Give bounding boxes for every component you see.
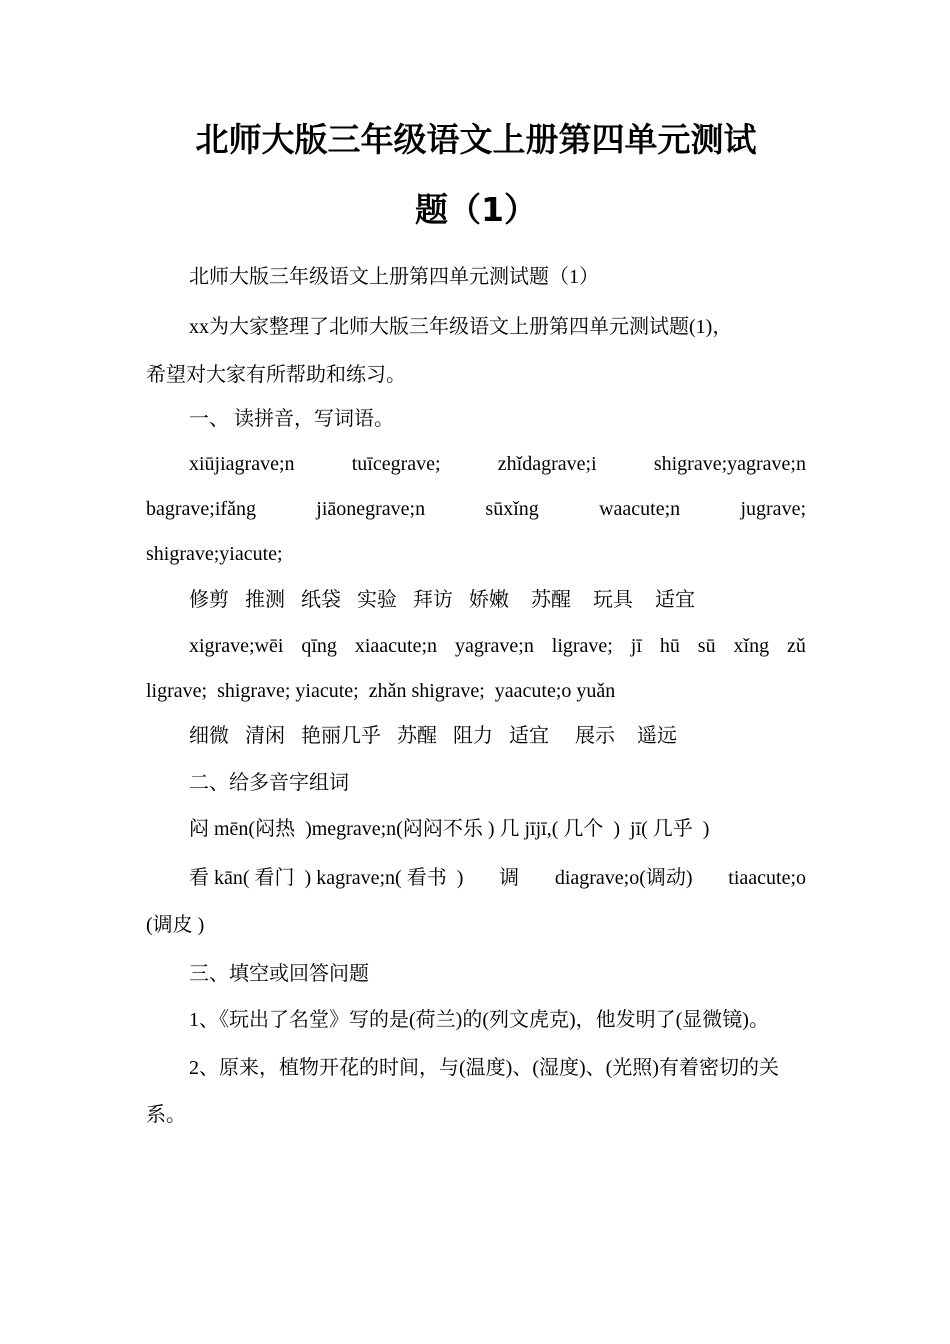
word-item: 展示: [575, 725, 615, 747]
word-item: 清闲: [245, 725, 285, 747]
doc-title-line-1: 北师大版三年级语文上册第四单元测试: [195, 120, 757, 159]
section-3-heading: 三、填空或回答问题: [189, 963, 369, 985]
pinyin-item: zǔ: [787, 635, 806, 657]
word-item: 细微: [189, 725, 229, 747]
word-item: 纸袋: [301, 589, 341, 611]
pinyin-item: xǐng: [733, 635, 770, 657]
polyphone-line-2: [146, 864, 806, 892]
pinyin-item: jugrave;: [740, 498, 806, 520]
doc-title-line-2: 题（1）: [415, 190, 537, 229]
pinyin-item: ligrave;: [551, 635, 613, 657]
pinyin-item: bagrave;ifǎng: [146, 498, 256, 520]
polyphone-line-1: 闷 mēn(闷热 )megrave;n(闷闷不乐 ) 几 jījī,( 几个 ) jī( 几乎 ): [189, 818, 710, 840]
pinyin-item: zhǐdagrave;i: [497, 453, 597, 475]
polyphone-item: 看 kān( 看门 ) kagrave;n( 看书 ): [189, 867, 464, 889]
pinyin-item: shigrave;yagrave;n: [653, 453, 806, 475]
pinyin-item: sū: [697, 635, 716, 657]
pinyin-item: waacute;n: [599, 498, 681, 520]
pinyin-item: xigrave;wēi: [189, 635, 284, 657]
word-item: 苏醒: [531, 589, 571, 611]
pinyin-row-1: [146, 450, 806, 478]
question-2-line-2: 系。: [146, 1104, 186, 1126]
pinyin-item: sūxǐng: [485, 498, 539, 520]
word-item: 修剪: [189, 589, 229, 611]
word-item: 适宜: [509, 725, 549, 747]
question-2-line-1: 2、原来，植物开花的时间，与(温度)、(湿度)、(光照)有着密切的关: [189, 1057, 779, 1079]
pinyin-row-2: [146, 495, 806, 523]
section-1-heading: 一、 读拼音，写词语。: [189, 408, 394, 430]
polyphone-item: tiaacute;o: [728, 867, 806, 889]
question-1: 1、《玩出了名堂》写的是(荷兰)的(列文虎克)，他发明了(显微镜)。: [189, 1009, 769, 1031]
pinyin-item: tuīcegrave;: [351, 453, 441, 475]
word-item: 推测: [245, 589, 285, 611]
word-item: 适宜: [655, 589, 695, 611]
pinyin-item: jiāonegrave;n: [316, 498, 426, 520]
polyphone-item: 调: [499, 867, 520, 889]
word-item: 遥远: [637, 725, 677, 747]
pinyin-item: hū: [659, 635, 680, 657]
word-item: 艳丽几乎: [301, 725, 381, 747]
polyphone-item: diagrave;o(调动): [554, 867, 693, 889]
polyphone-line-3: (调皮 ): [146, 914, 205, 936]
pinyin-row-4: [146, 632, 806, 660]
words-row-1: [146, 586, 806, 614]
word-item: 玩具: [593, 589, 633, 611]
words-row-2: [146, 722, 806, 750]
pinyin-item: xiaacute;n: [354, 635, 438, 657]
word-item: 实验: [357, 589, 397, 611]
pinyin-item: jī: [630, 635, 642, 657]
pinyin-row-3: shigrave;yiacute;: [146, 543, 283, 565]
pinyin-row-5: ligrave; shigrave; yiacute; zhǎn shigrave; yaacute;o yuǎn: [146, 680, 616, 702]
pinyin-item: xiūjiagrave;n: [189, 453, 295, 475]
word-item: 苏醒: [397, 725, 437, 747]
word-item: 阻力: [453, 725, 493, 747]
intro-line-2: 希望对大家有所帮助和练习。: [146, 364, 406, 386]
word-item: 拜访: [413, 589, 453, 611]
section-2-heading: 二、给多音字组词: [189, 772, 349, 794]
pinyin-item: yagrave;n: [454, 635, 534, 657]
pinyin-item: qīng: [301, 635, 337, 657]
intro-line-1: xx为大家整理了北师大版三年级语文上册第四单元测试题(1)，: [189, 316, 733, 338]
word-item: 娇嫩: [469, 589, 509, 611]
subtitle: 北师大版三年级语文上册第四单元测试题（1）: [189, 266, 599, 288]
